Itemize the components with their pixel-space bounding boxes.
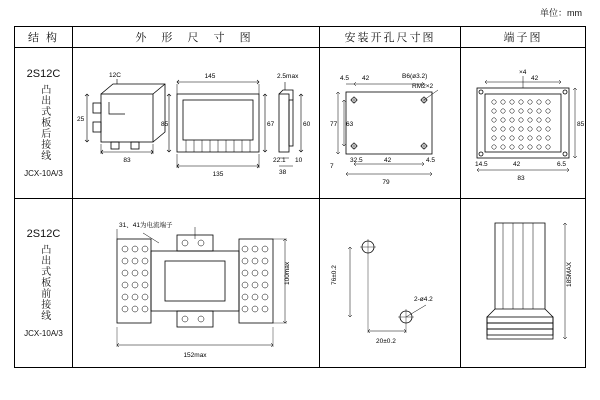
label-b6: B6(ø3.2)	[402, 73, 428, 80]
label-67: 67	[267, 121, 275, 128]
label-63: 63	[346, 121, 354, 128]
row1-desc: 凸出式板后接线	[38, 84, 50, 162]
label-152max: 152max	[183, 352, 207, 359]
table-row	[15, 199, 586, 368]
label-38: 38	[279, 169, 287, 176]
label-77: 77	[330, 121, 338, 128]
label-42b-term: 42	[513, 161, 521, 168]
label-42-top: 42	[362, 75, 370, 82]
label-2phi42: 2-ø4.2	[414, 296, 433, 303]
label-42-bottom: 42	[384, 157, 392, 164]
label-25max: 2.5max	[277, 73, 299, 80]
label-221: 22.1	[273, 157, 286, 164]
row2-terminal-drawing	[461, 199, 586, 368]
row1-outline-drawing	[73, 48, 320, 199]
row1-terminal-drawing	[461, 48, 586, 199]
label-83-term: 83	[517, 175, 525, 182]
header-structure: 结 构	[15, 27, 73, 48]
label-145-term: 14.5	[475, 161, 488, 168]
label-60: 60	[303, 121, 311, 128]
unit-note: 单位：mm	[540, 8, 582, 18]
row2-code: JCX-10A/3	[24, 328, 63, 338]
table-row	[15, 48, 586, 199]
label-145: 145	[204, 73, 216, 80]
row2-label	[15, 199, 73, 368]
row2-mounting-drawing	[320, 199, 461, 368]
header-mounting: 安装开孔尺寸图	[320, 27, 461, 48]
label-100max: 100max	[284, 261, 291, 285]
label-65-term: 6.5	[557, 161, 567, 168]
label-45-bottom: 4.5	[426, 157, 436, 164]
label-10: 10	[295, 157, 303, 164]
label-42-term: 42	[531, 75, 539, 82]
row1-mounting-drawing	[320, 48, 461, 199]
spec-table	[14, 26, 586, 368]
label-12c: 12C	[109, 72, 121, 79]
label-20: 20±0.2	[376, 338, 396, 345]
table-header-row	[15, 27, 586, 48]
row2-outline-drawing	[73, 199, 320, 368]
header-terminal: 端子图	[461, 27, 586, 48]
label-325: 32.5	[350, 157, 363, 164]
label-83: 83	[123, 157, 131, 164]
row1-model: 2S12C	[26, 67, 61, 80]
label-185max: 185MAX	[566, 262, 573, 287]
row1-code: JCX-10A/3	[24, 168, 63, 178]
row2-desc: 凸出式板前接线	[38, 244, 50, 322]
label-25: 25	[77, 116, 85, 123]
label-45-top: 4.5	[340, 75, 350, 82]
row2-model: 2S12C	[26, 227, 61, 240]
header-outline: 外 形 尺 寸 图	[73, 27, 320, 48]
label-85-term: 85	[577, 121, 585, 128]
label-x4: ×4	[519, 69, 527, 76]
label-current-terminals: 31、41为电流端子	[119, 222, 173, 229]
label-135: 135	[212, 171, 224, 178]
label-85: 85	[161, 121, 169, 128]
label-rm2: RM2×2	[412, 83, 434, 90]
label-76: 76±0.2	[331, 265, 338, 285]
label-7: 7	[330, 163, 334, 170]
label-79: 79	[382, 179, 390, 186]
row1-label	[15, 48, 73, 199]
